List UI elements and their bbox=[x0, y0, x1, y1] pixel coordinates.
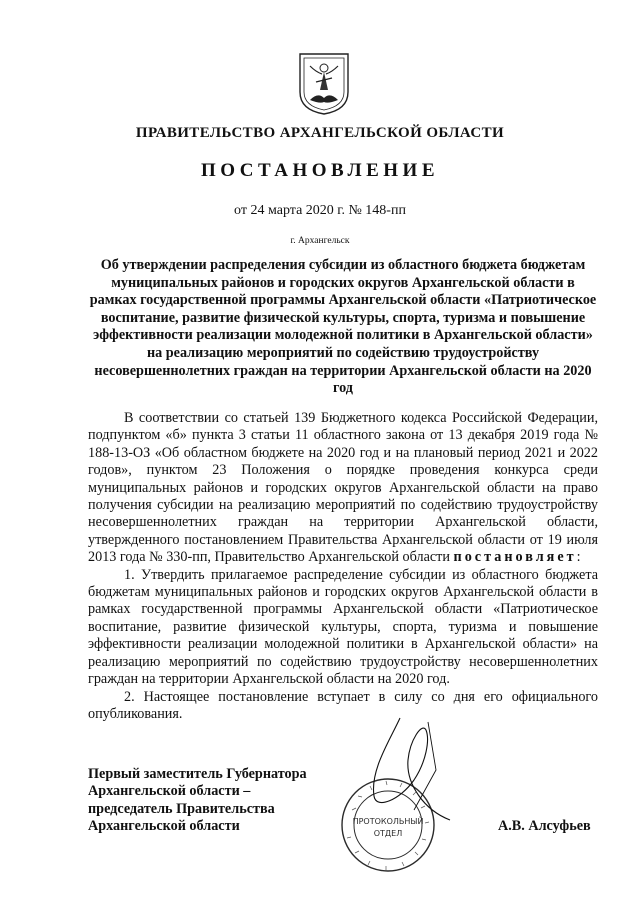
signer-position-line-3: председатель Правительства bbox=[88, 800, 275, 817]
government-name: ПРАВИТЕЛЬСТВО АРХАНГЕЛЬСКОЙ ОБЛАСТИ bbox=[135, 125, 505, 141]
stamp-text-2: ОТДЕЛ bbox=[373, 829, 403, 838]
signer-position-line-1: Первый заместитель Губернатора bbox=[88, 766, 307, 782]
preamble-paragraph bbox=[88, 410, 598, 567]
coat-of-arms-icon bbox=[298, 52, 350, 116]
resolves-colon: : bbox=[576, 549, 581, 566]
document-title: Об утверждении распределения субсидии из областного бюджета бюджетам муниципальных районов и городских округов Архангельской области в рамках государственной программы Архангельской области «Патриотическое воспитание, развитие физической культуры, спорта, туризма и повышение эффективности реализации молодежной политики в Архангельской области» на реализацию мероприятий по содействию трудоустройству несовершеннолетних граждан на территории Архангельской области на 2020 год bbox=[89, 257, 597, 397]
resolves-word: постановляет bbox=[453, 549, 577, 566]
signer-position bbox=[88, 766, 307, 836]
item-1: 1. Утвердить прилагаемое распределение субсидии из областного бюджета бюджетам муниципальных районов и городских округов Архангельской области в рамках государственной программы Архангельской области «Патриотическое воспитание, развитие физической культуры, спорта, туризма и повышение эффективности реализации молодежной политики в Архангельской области» на реализацию мероприятий по содействию трудоустройству несовершеннолетних граждан на территории Архангельской области на 2020 год. bbox=[88, 566, 598, 688]
stamp-text-1: ПРОТОКОЛЬНЫЙ bbox=[352, 817, 424, 826]
item-2: 2. Настоящее постановление вступает в силу со дня его официального опубликования. bbox=[88, 688, 598, 722]
document-body bbox=[88, 410, 598, 723]
preamble-text: В соответствии со статьей 139 Бюджетного кодекса Российской Федерации, подпунктом «б» пункта 3 статьи 11 областного закона от 13 декабря 2019 года № 188-13-ОЗ «Об областном бюджете на 2020 год и на плановый период 2021 и 2022 годов», пунктом 23 Положения о порядке проведения конкурса среди муниципальных районов и городских округов Архангельской области на право получения субсидии на реализацию мероприятий по содействию трудоустройству несовершеннолетних граждан на территории Архангельской области, утвержденного постановлением Правительства Архангельской области от 19 июля 2013 года № 330-пп, Правительство Архангельской области bbox=[88, 410, 598, 566]
signer-position-line-4: Архангельской области bbox=[88, 818, 240, 835]
document-type: ПОСТАНОВЛЕНИЕ bbox=[200, 160, 440, 181]
date-number: от 24 марта 2020 г. № 148-пп bbox=[234, 203, 406, 218]
signer-position-line-2: Архангельской области – bbox=[88, 783, 251, 800]
stamp-and-signature bbox=[330, 700, 460, 880]
signer-name: А.В. Алсуфьев bbox=[498, 818, 591, 834]
city: г. Архангельск bbox=[290, 236, 350, 246]
